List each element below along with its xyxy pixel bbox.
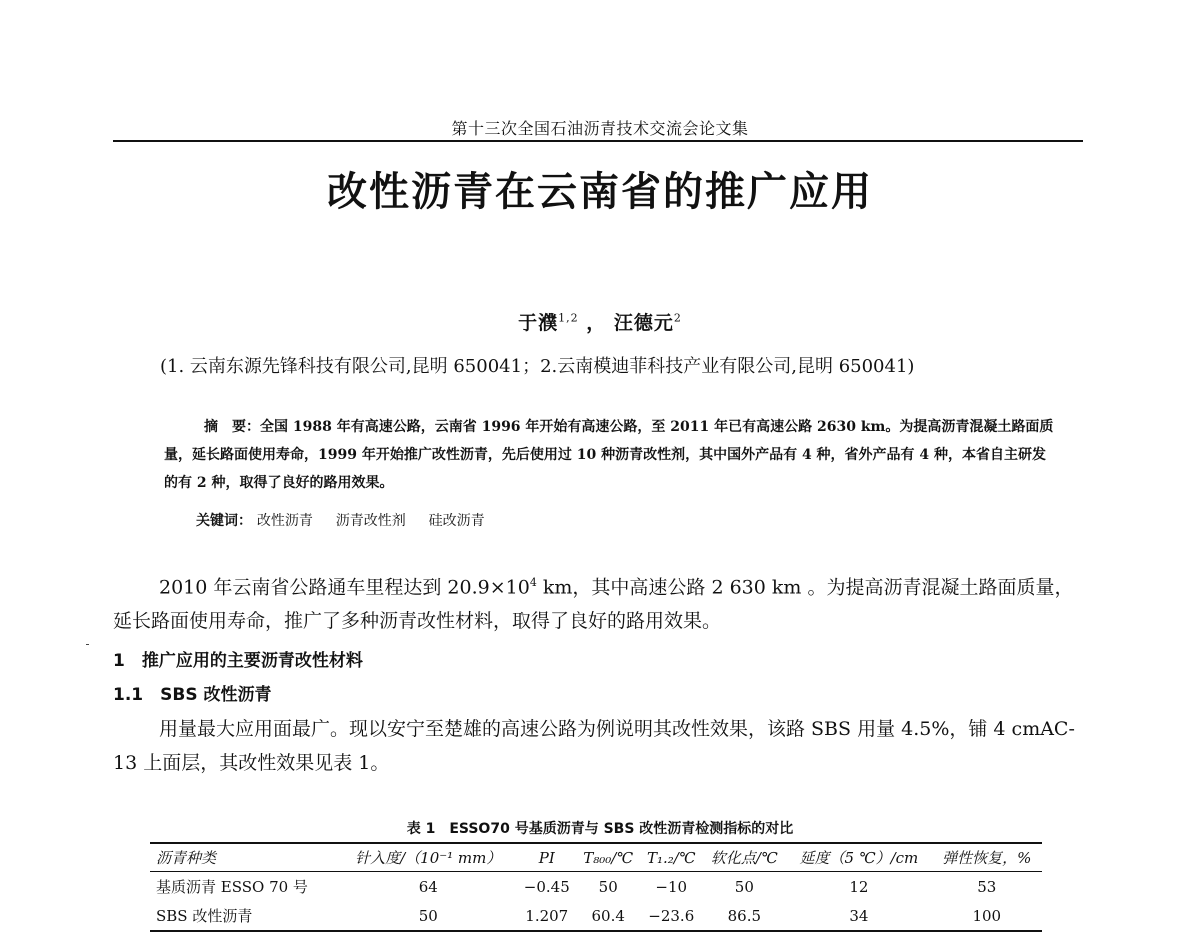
- keywords: [196, 510, 503, 530]
- keyword: 硅改沥青: [428, 513, 485, 529]
- abstract-text: 全国 1988 年有高速公路，云南省 1996 年开始有高速公路，至 2011 年已有高速公路 2630 km。为提高沥青混凝土路面质量，延长路面使用寿命，1999 年开始推广改性沥青，先后使用过 10 种沥青改性剂，其中国外产品有 4 种，省外产品有 4 种，本省自主研发的有 2 种，取得了良好的路用效果。: [164, 419, 1054, 491]
- table-cell: 53: [977, 877, 997, 896]
- keyword: 改性沥青: [256, 513, 313, 529]
- table-cell: −23.6: [648, 906, 695, 925]
- affiliations: (1. 云南东源先锋科技有限公司,昆明 650041；2.云南模迪菲科技产业有限公司,昆明 650041): [160, 356, 915, 377]
- author-name: 于濮: [518, 312, 559, 334]
- table-row: [150, 901, 1042, 931]
- table-cell: 34: [849, 906, 869, 925]
- keyword: 沥青改性剂: [335, 513, 406, 529]
- paragraph-text: km，其中高速公路 2 630 km 。为提高沥青混凝土路面质量，延长路面使用寿命，推广了多种沥青改性材料，取得了良好的路用效果。: [113, 576, 1074, 633]
- table-cell: 基质沥青 ESSO 70 号: [156, 878, 308, 896]
- paper-title: 改性沥青在云南省的推广应用: [327, 169, 873, 215]
- body-paragraph: 用量最大应用面最广。现以安宁至楚雄的高速公路为例说明其改性效果，该路 SBS 用量 4.5%，铺 4 cmAC-13 上面层，其改性效果见表 1。: [113, 718, 1075, 774]
- abstract-label: 摘 要：: [204, 419, 260, 435]
- author-affil-mark: 2: [673, 311, 682, 325]
- table-cell: 64: [418, 877, 438, 896]
- column-header: 弹性恢复，%: [942, 849, 1032, 867]
- column-header: T₈₀₀/℃: [583, 848, 634, 867]
- subsection-heading: 1.1 SBS 改性沥青: [113, 685, 272, 705]
- column-header: 沥青种类: [156, 849, 217, 867]
- paragraph-text: 2010 年云南省公路通车里程达到 20.9×10: [159, 576, 530, 599]
- abstract: [164, 413, 1054, 497]
- column-header: 针入度/（10⁻¹ mm）: [355, 849, 502, 867]
- section-heading: 1 推广应用的主要沥青改性材料: [113, 651, 363, 671]
- table-row: [150, 872, 1042, 902]
- table-header-row: [150, 843, 1042, 872]
- table-cell: 12: [849, 877, 869, 896]
- column-header: PI: [538, 848, 555, 867]
- table-caption: 表 1 ESSO70 号基质沥青与 SBS 改性沥青检测指标的对比: [406, 821, 794, 837]
- header-rule: [113, 140, 1083, 142]
- running-header: 第十三次全国石油沥青技术交流会论文集: [451, 119, 749, 138]
- table-cell: SBS 改性沥青: [156, 907, 253, 925]
- table-cell: 50: [418, 906, 438, 925]
- author-name: 汪德元: [613, 312, 674, 334]
- column-header: 软化点/℃: [710, 849, 778, 867]
- table-cell: −0.45: [523, 877, 570, 896]
- table-cell: −10: [655, 877, 688, 896]
- table-cell: 100: [972, 906, 1002, 925]
- margin-mark: [86, 644, 89, 645]
- comparison-table: [150, 842, 1042, 932]
- column-header: 延度（5 ℃）/cm: [799, 849, 919, 867]
- table-cell: 50: [734, 877, 754, 896]
- table-cell: 86.5: [727, 906, 762, 925]
- author-affil-mark: 1,2: [558, 311, 579, 325]
- keywords-label: 关键词：: [196, 513, 252, 529]
- table-cell: 60.4: [591, 906, 625, 925]
- author-line: [0, 308, 1200, 335]
- superscript: 4: [529, 576, 537, 589]
- table-cell: 1.207: [525, 906, 569, 925]
- body-paragraph: [113, 566, 1083, 638]
- column-header: T₁.₂/℃: [646, 848, 696, 867]
- author-separator: ，: [578, 312, 614, 334]
- table-cell: 50: [598, 877, 618, 896]
